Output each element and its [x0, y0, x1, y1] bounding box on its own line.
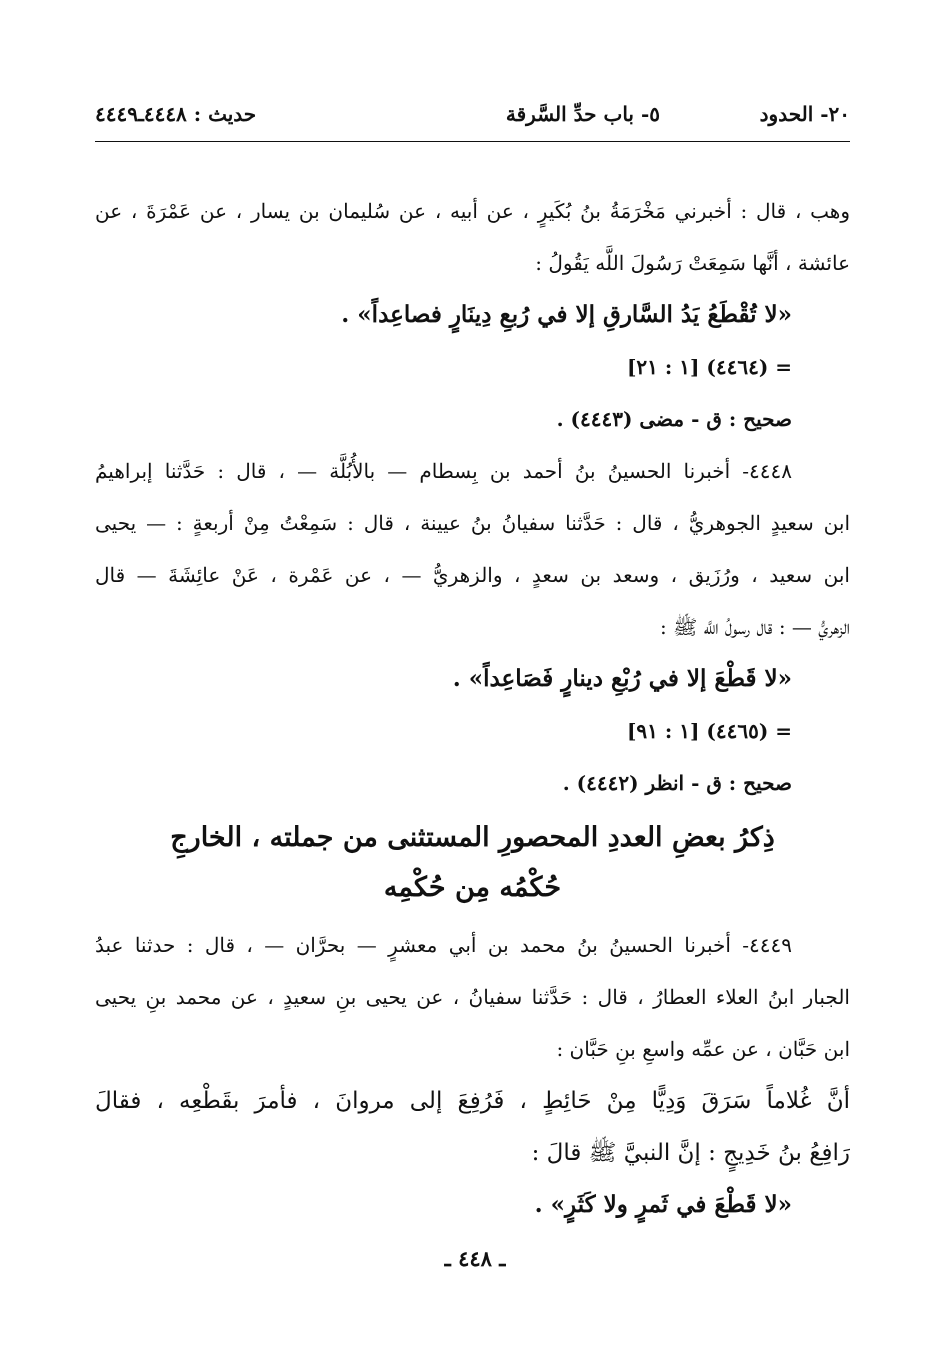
page-body: [95, 185, 850, 1231]
hadith-4448-text: ٤٤٤٨- أخبرنا الحسينُ بنُ أحمد بن بِسطام — بالأُبُلَّة — ، قال : حَدَّثنا إبراهيمُ: [95, 459, 792, 483]
hadith-4449-text: ٤٤٤٩- أخبرنا الحسينُ بنُ محمد بن أبي معشرٍ — بحرَّان — ، قال : حدثنا عبدُ: [95, 933, 792, 957]
hadith-range: حديث : ٤٤٤٨ـ٤٤٤٩: [95, 102, 257, 126]
hadith-grade: صحيح : ق - انظر (٤٤٤٢) .: [562, 771, 792, 795]
header-divider: [95, 141, 850, 142]
text-line: ابن سعيدٍ الجوهريُّ ، قال : حَدَّثنا سفيانُ بنُ عيينة ، قال : سَمِعْتُ مِنْ أربعةٍ : — يحيى: [95, 511, 850, 535]
hadith-quote: «لا تُقْطَعُ يَدُ السَّارقِ إلا في رُبعِ دِينَارٍ فصاعِداً» .: [341, 301, 792, 328]
heading-line: حُكْمُه مِن حُكْمِه: [383, 872, 562, 903]
text-line: رَافِعُ بنُ خَدِيجٍ : إنَّ النبيَّ ﷺ قالَ :: [531, 1140, 850, 1166]
text-line: أنَّ غُلاماً سَرَقَ وَدِيًّا مِنْ حَائِطٍ ، فَرُفِعَ إلى مروانَ ، فأمرَ بقَطْعِه ، فقالَ: [95, 1088, 850, 1114]
text-line: ابن سعيد ، ورُزَيق ، وسعد بن سعدٍ ، والزهريُّ — ، عن عَمْرة ، عَنْ عائِشَةَ — قال: [95, 563, 850, 587]
chapter-heading: [95, 813, 850, 913]
text-line: الجبار ابنُ العلاء العطارُ ، قال : حَدَّثنا سفيانُ ، عن يحيى بنِ سعيدٍ ، عن محمد بنِ يحيى: [95, 985, 850, 1009]
hadith-quote: «لا قَطْعَ إلا في رُبْعِ دينارٍ فَصَاعِداً» .: [452, 665, 792, 692]
text-line: الزهريُّ — : قال رسولُ اللَّه ﷺ :: [659, 615, 850, 639]
text-line: عائشة ، أنَّها سَمِعَتْ رَسُولَ اللَّه يَقُولُ :: [535, 251, 850, 275]
hadith-grade: صحيح : ق - مضى (٤٤٤٣) .: [556, 407, 792, 431]
page-number: ـ ٤٤٨ ـ: [444, 1246, 506, 1271]
cross-reference: = (٤٤٦٥) [١ : ٩١]: [626, 719, 792, 743]
running-header: [95, 98, 850, 138]
section-title: ٥- باب حدِّ السَّرقة: [505, 102, 660, 126]
heading-line: ذِكرُ بعضِ العددِ المحصورِ المستثنى من جملته ، الخارجِ: [170, 822, 775, 853]
cross-reference: = (٤٤٦٤) [١ : ٢١]: [626, 355, 792, 379]
text-line: وهب ، قال : أخبرني مَخْرَمَةُ بنُ بُكَيرٍ ، عن أبيه ، عن سُليمان بن يسار ، عن عَمْرَةَ ، عن: [95, 199, 850, 223]
hadith-quote: «لا قَطْعَ في ثَمرٍ ولا كَثَرٍ» .: [534, 1191, 792, 1218]
chapter-title: ٢٠- الحدود: [759, 102, 850, 126]
text-line: ابن حَبَّان ، عن عمِّه واسعِ بنِ حَبَّان :: [556, 1037, 850, 1061]
